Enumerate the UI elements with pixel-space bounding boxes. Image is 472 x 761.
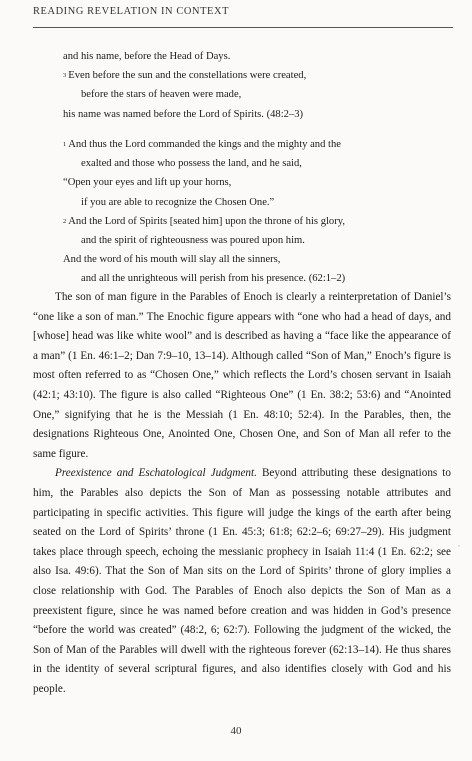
quote-line xyxy=(63,212,453,231)
quote-line: exalted and those who possess the land, and he said, xyxy=(81,158,302,170)
quote-line: and his name, before the Head of Days. xyxy=(63,51,231,62)
verse-number: 3 xyxy=(63,72,67,80)
quote-line: his name was named before the Lord of Spirits. (48:2–3) xyxy=(63,108,304,120)
paragraph-2 xyxy=(33,464,451,699)
quote-line: and the spirit of righteousness was poured upon him. xyxy=(81,234,305,246)
quote-line: “Open your eyes and lift up your horns, xyxy=(63,177,232,189)
header-rule xyxy=(33,27,453,28)
quote-line: before the stars of heaven were made, xyxy=(81,89,242,101)
block-quote-2 xyxy=(63,135,453,289)
running-header: READING REVELATION IN CONTEXT xyxy=(33,6,230,17)
quote-line: if you are able to recognize the Chosen One.” xyxy=(81,196,275,208)
quote-line xyxy=(63,66,453,85)
block-quote-1 xyxy=(63,47,453,124)
page-number: 40 xyxy=(230,725,242,737)
section-heading-inline: Preexistence and Eschatological Judgment. xyxy=(55,467,257,480)
quote-line: and all the unrighteous will perish from his presence. (62:1–2) xyxy=(81,273,346,285)
verse-number: 1 xyxy=(63,141,67,148)
quote-line-text: Even before the sun and the constellations were created, xyxy=(68,70,307,82)
paragraph-2-text: Beyond attributing these designations to him, the Parables also depicts the Son of Man as possessing notable attributes and participating in specific activities. This figure will judge the kings of the earth after being seated on the Lord of Spirits’ throne (1 En. 45:3; 61:8; 62:2–6; 69:27–29). His judgment takes place through speech, echoing the messianic prophecy in Isaiah 11:4 (1 En. 62:2; see also Isa. 49:6). That the Son of Man sits on the Lord of Spirits’ throne of glory implies a close relationship with God. The Parables of Enoch also depicts the Son of Man as a preexistent figure, since he was named before creation and was hidden in God’s presence “before the world was created” (48:2, 6; 62:7). Following the judgment of the wicked, the Son of Man of the Parables will dwell with the righteous forever (62:13–14). He thus shares in the identity of several scriptural figures, and also identifies closely with God and his people. xyxy=(33,467,451,695)
quote-line-text: And the Lord of Spirits [seated him] upon the throne of his glory, xyxy=(68,215,346,227)
quote-line-text: And thus the Lord commanded the kings and the mighty and the xyxy=(68,139,341,150)
verse-number: 2 xyxy=(63,217,67,225)
body-text xyxy=(33,288,451,699)
quote-line xyxy=(63,135,453,154)
quote-line: And the word of his mouth will slay all the sinners, xyxy=(63,254,281,266)
margin-mark: ʻ xyxy=(458,545,460,551)
paragraph-1: The son of man figure in the Parables of Enoch is clearly a reinterpretation of Daniel’s “one like a son of man.” The Enochic figure appears with “one who had a head of days, and [whose] head was like white wool” and is described as having a “face like the appearance of a man” (1 En. 46:1–2; Dan 7:9–10, 13–14). Although called “Son of Man,” Enoch’s figure is most often referred to as “Chosen One,” which reflects the Lord’s chosen servant in Isaiah (42:1; 43:10). The figure is also called “Righteous One” (1 En. 38:2; 53:6) and “Anointed One,” signifying that he is the Messiah (1 En. 48:10; 52:4). In the Parables, then, the designations Righteous One, Anointed One, Chosen One, and Son of Man all refer to the same figure. xyxy=(33,291,451,460)
